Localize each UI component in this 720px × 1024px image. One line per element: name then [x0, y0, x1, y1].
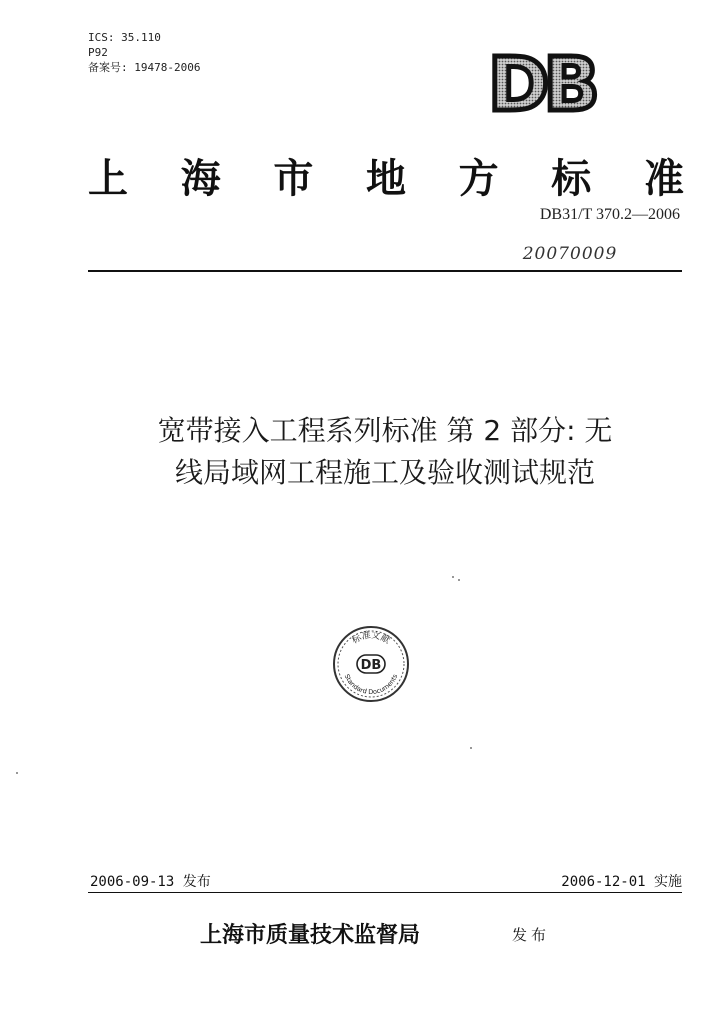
filing-number: 备案号: 19478-2006 [88, 61, 201, 74]
stamp-ring-text-bottom: Standard Documents [342, 672, 400, 697]
masthead-char: 标 [551, 154, 592, 202]
masthead-char: 方 [458, 154, 499, 202]
stamp-ring-text-top: 标准文献 [350, 630, 392, 647]
implementation-date: 2006-12-01 实施 [561, 874, 682, 890]
masthead-char: 海 [180, 154, 221, 202]
document-title [88, 410, 682, 494]
publisher-name: 上海市质量技术监督局 [200, 922, 421, 948]
ics-code: ICS: 35.110 [88, 31, 161, 44]
category-code: P92 [88, 46, 108, 59]
masthead [88, 150, 684, 200]
scan-speck [458, 579, 460, 581]
publish-word: 发布 [512, 926, 551, 944]
standard-number: DB31/T 370.2—2006 [539, 206, 680, 223]
db-logo [486, 48, 630, 118]
scan-speck [470, 747, 472, 749]
header-meta [88, 30, 200, 75]
scan-speck [452, 576, 454, 578]
masthead-char: 地 [365, 154, 406, 202]
issue-date: 2006-09-13 发布 [90, 874, 211, 890]
db-logo-text: DB [488, 48, 594, 118]
document-title-line-2: 线局域网工程施工及验收测试规范 [174, 456, 595, 489]
handwritten-note: 20070009 [522, 244, 618, 264]
library-stamp [331, 624, 411, 704]
bottom-divider [88, 892, 682, 893]
stamp-center-text: DB [360, 658, 382, 673]
document-title-line-1: 宽带接入工程系列标准 第 2 部分: 无 [157, 414, 613, 447]
masthead-char: 上 [88, 154, 128, 202]
top-divider [88, 270, 682, 272]
scan-speck [16, 772, 18, 774]
masthead-char: 市 [273, 154, 314, 202]
masthead-char: 准 [643, 154, 684, 202]
